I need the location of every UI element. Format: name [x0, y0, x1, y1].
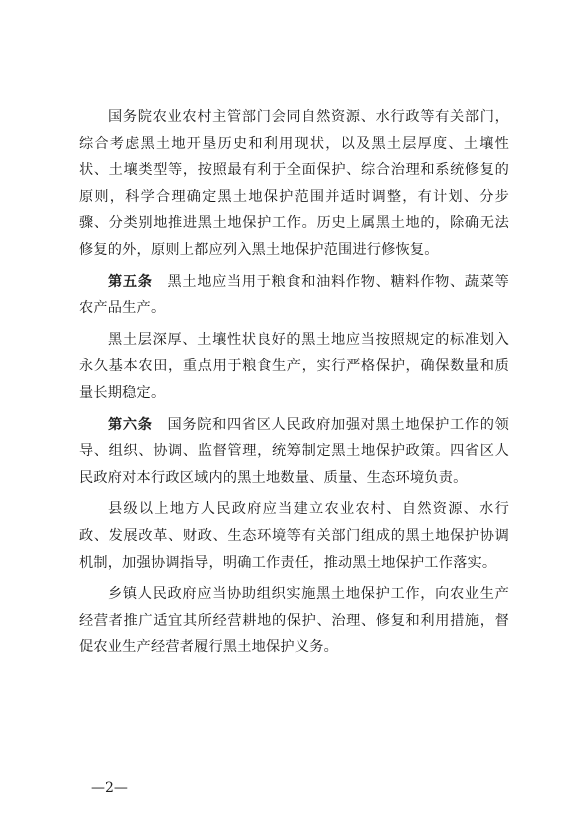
paragraph-text: 国务院和四省区人民政府加强对黑土地保护工作的领导、组织、协调、监督管理，统筹制定黑土地保护政策。四省区人民政府对本行政区域内的黑土地数量、质量、生态环境负责。: [79, 416, 509, 486]
document-body: [79, 104, 509, 661]
paragraph-article-5: [79, 269, 509, 322]
paragraph-text: 黑土层深厚、土壤性状良好的黑土地应当按照规定的标准划入永久基本农田，重点用于粮食生产，实行严格保护，确保数量和质量长期稳定。: [79, 331, 509, 401]
paragraph-5: [79, 496, 509, 576]
article-heading: 第六条: [108, 416, 153, 433]
page-number: —2—: [91, 780, 128, 796]
paragraph-6: [79, 581, 509, 661]
paragraph-text: 黑土地应当用于粮食和油料作物、糖料作物、蔬菜等农产品生产。: [79, 273, 509, 317]
paragraph-text: 县级以上地方人民政府应当建立农业农村、自然资源、水行政、发展改革、财政、生态环境等有关部门组成的黑土地保护协调机制，加强协调指导，明确工作责任，推动黑土地保护工作落实。: [79, 501, 509, 571]
paragraph-1: [79, 104, 509, 264]
article-heading: 第五条: [108, 273, 153, 290]
paragraph-text: 国务院农业农村主管部门会同自然资源、水行政等有关部门，综合考虑黑土地开垦历史和利用现状，以及黑土层厚度、土壤性状、土壤类型等，按照最有利于全面保护、综合治理和系统修复的原则，科学合理确定黑土地保护范围并适时调整，有计划、分步骤、分类别地推进黑土地保护工作。历史上属黑土地的，除确无法修复的外，原则上都应列入黑土地保护范围进行修恢复。: [79, 109, 509, 258]
paragraph-article-6: [79, 412, 509, 492]
paragraph-text: 乡镇人民政府应当协助组织实施黑土地保护工作，向农业生产经营者推广适宜其所经营耕地的保护、治理、修复和利用措施，督促农业生产经营者履行黑土地保护义务。: [79, 586, 509, 656]
paragraph-3: [79, 327, 509, 407]
